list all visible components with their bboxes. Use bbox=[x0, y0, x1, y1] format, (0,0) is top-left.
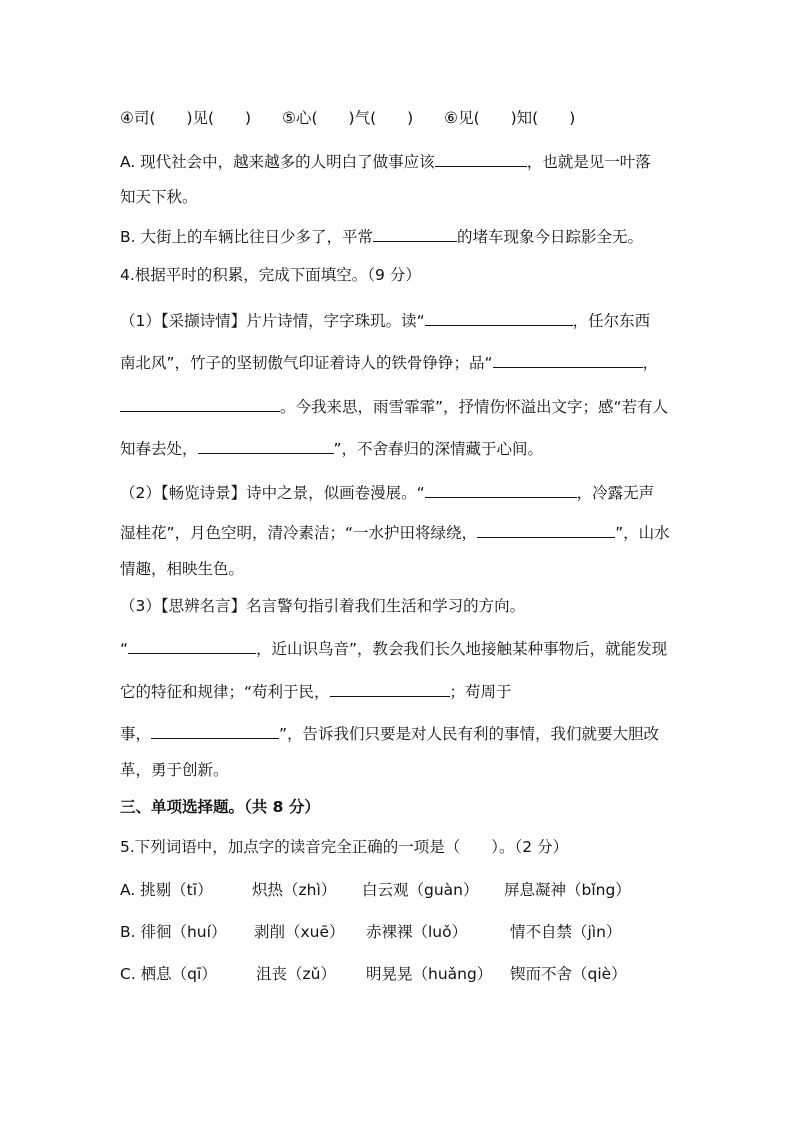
q4-p3-line2 bbox=[120, 637, 667, 659]
q3-a-text1: A. 现代社会中，越来越多的人明白了做事应该 bbox=[120, 153, 435, 171]
q4-p3-text8: 革，勇于创新。 bbox=[120, 761, 229, 779]
q4-p2-text2: ，冷露无声 bbox=[576, 484, 655, 502]
q3-b-blank[interactable] bbox=[373, 225, 457, 242]
q4-p1-text2: ，任尔东西 bbox=[572, 312, 651, 330]
q4-p2-text1: （2）【畅览诗景】诗中之景，似画卷漫展。“ bbox=[120, 484, 425, 502]
section3-title-text: 三、单项选择题。（共 8 分） bbox=[120, 798, 320, 816]
q4-p1-text6: 知春去处， bbox=[120, 440, 198, 458]
q4-title bbox=[120, 265, 421, 285]
q4-p3-line1 bbox=[120, 596, 525, 616]
q4-p1-line1 bbox=[120, 309, 650, 331]
q3-a-text3: 知天下秋。 bbox=[120, 188, 198, 206]
q3-b-text1: B. 大街上的车辆比往日少多了，平常 bbox=[120, 228, 373, 246]
q4-p3-blank1[interactable] bbox=[128, 637, 256, 654]
q5-c-item1: C. 栖息（qī） bbox=[120, 965, 217, 983]
q4-p2-blank1[interactable] bbox=[425, 481, 577, 498]
q5-b-item1: B. 徘徊（huí） bbox=[120, 923, 227, 941]
q4-p1-line3 bbox=[120, 395, 668, 417]
q3-a-line2 bbox=[120, 187, 198, 207]
q4-p2-text5: 情趣，相映生色。 bbox=[120, 560, 245, 578]
q4-p1-blank1[interactable] bbox=[425, 309, 573, 326]
q4-title-text: 4.根据平时的积累，完成下面填空。（9 分） bbox=[120, 266, 421, 284]
q4-p1-text7: ”，不舍春归的深情藏于心间。 bbox=[333, 440, 544, 458]
q4-p1-blank3[interactable] bbox=[120, 395, 280, 412]
q4-p2-line3 bbox=[120, 559, 244, 579]
q3-options-row bbox=[120, 108, 575, 128]
q4-p3-line5 bbox=[120, 760, 229, 780]
q4-p1-blank2[interactable] bbox=[493, 351, 643, 368]
q5-a-item1: A. 挑剔（tī） bbox=[120, 881, 213, 899]
q4-p3-text7: ”，告诉我们只要是对人民有利的事情，我们就要大胆改 bbox=[279, 725, 660, 743]
q4-p3-line4 bbox=[120, 722, 659, 744]
q3-a-text2: ，也就是见一叶落 bbox=[526, 153, 651, 171]
q4-p1-text4: ， bbox=[642, 354, 659, 372]
q4-p3-text5: ；苟周于 bbox=[449, 683, 512, 701]
q4-p1-line2 bbox=[120, 351, 658, 373]
q5-c-item3: 明晃晃（huǎng） bbox=[366, 965, 493, 983]
q3-a-blank[interactable] bbox=[435, 150, 527, 167]
q3-b-line bbox=[120, 225, 643, 247]
q4-p3-text3: ，近山识鸟音”，教会我们长久地接触某种事物后，就能发现 bbox=[256, 640, 668, 658]
q4-p1-text3: 南北风”，竹子的坚韧傲气印证着诗人的铁骨铮铮；品“ bbox=[120, 354, 493, 372]
q4-p2-blank2[interactable] bbox=[477, 521, 615, 538]
q4-p3-text2: “ bbox=[120, 640, 129, 658]
q5-title bbox=[120, 837, 568, 857]
q4-p2-line1 bbox=[120, 481, 654, 503]
q4-p3-text1: （3）【思辨名言】名言警句指引着我们生活和学习的方向。 bbox=[120, 597, 526, 615]
q5-b-item3: 赤裸裸（luǒ） bbox=[366, 923, 468, 941]
q4-p3-text6: 事， bbox=[120, 725, 152, 743]
q5-c-item4: 锲而不舍（qiè） bbox=[510, 965, 627, 983]
q4-p1-blank4[interactable] bbox=[198, 437, 334, 454]
q5-a-item4: 屏息凝神（bǐng） bbox=[504, 881, 631, 899]
q3-options-text: ④司( )见( ) ⑤心( )气( ) ⑥见( )知( ) bbox=[120, 109, 576, 127]
q4-p2-text3: 湿桂花”，月色空明，清冷素洁；“一水护田将绿绕， bbox=[120, 524, 478, 542]
section3-title bbox=[120, 797, 320, 817]
q4-p1-text5: 。今我来思，雨雪霏霏”，抒情伤怀溢出文字；感“若有人 bbox=[280, 398, 669, 416]
q5-a-item3: 白云观（guàn） bbox=[362, 881, 479, 899]
q5-b-item2: 剥削（xuē） bbox=[254, 923, 345, 941]
q4-p3-line3 bbox=[120, 680, 512, 702]
q4-p3-blank3[interactable] bbox=[151, 722, 279, 739]
q5-c-item2: 沮丧（zǔ） bbox=[256, 965, 336, 983]
q5-b-item4: 情不自禁（jìn） bbox=[510, 923, 622, 941]
q4-p2-text4: ”，山水 bbox=[615, 524, 670, 542]
q4-p3-text4: 它的特征和规律；“苟利于民， bbox=[120, 683, 330, 701]
q5-option-a[interactable] bbox=[120, 880, 631, 900]
q5-option-b[interactable] bbox=[120, 922, 621, 942]
q3-b-text2: 的堵车现象今日踪影全无。 bbox=[457, 228, 644, 246]
q5-option-c[interactable] bbox=[120, 964, 627, 984]
q4-p2-line2 bbox=[120, 521, 670, 543]
q4-p1-line4 bbox=[120, 437, 543, 459]
q4-p1-text1: （1）【采撷诗情】片片诗情，字字珠玑。读“ bbox=[120, 312, 425, 330]
q5-a-item2: 炽热（zhì） bbox=[252, 881, 337, 899]
q3-a-line1 bbox=[120, 150, 651, 172]
q5-title-text: 5.下列词语中，加点字的读音完全正确的一项是（ ）。（2 分） bbox=[120, 838, 569, 856]
q4-p3-blank2[interactable] bbox=[330, 680, 450, 697]
